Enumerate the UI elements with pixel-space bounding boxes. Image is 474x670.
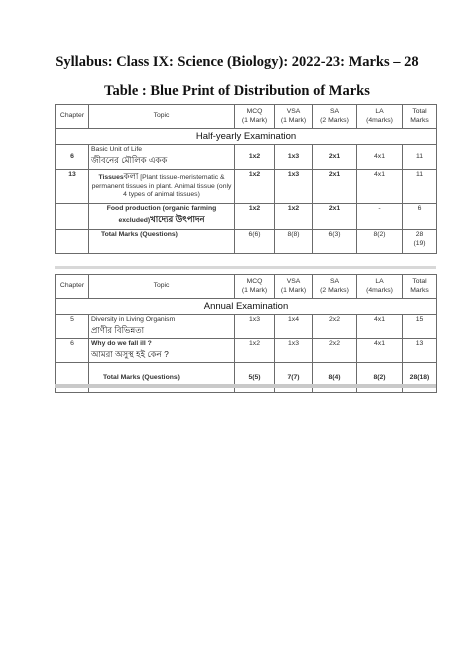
col-sa: SA (2 Marks) (313, 275, 357, 299)
chapter-cell (56, 230, 89, 254)
mcq-cell: 1x2 (235, 145, 275, 170)
col-mcq: MCQ (1 Mark) (235, 275, 275, 299)
total-cell: 13 (403, 339, 437, 363)
col-chapter: Chapter (56, 275, 89, 299)
col-la: LA (4marks) (357, 275, 403, 299)
scan-artifact (55, 266, 436, 269)
total-label: Total Marks (Questions) (89, 363, 235, 393)
chapter-cell (56, 363, 89, 393)
table-row (56, 170, 437, 204)
col-chapter: Chapter (56, 105, 89, 129)
col-total: Total Marks (403, 105, 437, 129)
chapter-cell: 6 (56, 145, 89, 170)
col-mcq: MCQ (1 Mark) (235, 105, 275, 129)
la-cell: 4x1 (357, 145, 403, 170)
total-cell: 11 (403, 170, 437, 204)
topic-cell: Diversity in Living Organism প্রাণীর বিভিন্নতা (89, 315, 235, 339)
chapter-cell: 6 (56, 339, 89, 363)
chapter-cell (56, 204, 89, 230)
vsa-cell: 1x3 (275, 145, 313, 170)
vsa-cell: 7(7) (275, 363, 313, 393)
topic-cell: Tissuesকলা [Plant tissue-meristematic & permanent tissues in plant. Animal tissue (only 4 types of animal tissues) (89, 170, 235, 204)
header-row (56, 105, 437, 129)
scan-artifact (55, 384, 436, 388)
total-cell: 6 (403, 204, 437, 230)
vsa-cell: 1x3 (275, 170, 313, 204)
sa-cell: 2x1 (313, 145, 357, 170)
vsa-cell: 1x2 (275, 204, 313, 230)
total-row (56, 230, 437, 254)
la-cell: 8(2) (357, 230, 403, 254)
mcq-cell: 1x2 (235, 339, 275, 363)
table-row (56, 315, 437, 339)
total-label: Total Marks (Questions) (89, 230, 235, 254)
topic-cell: Food production (organic farming excluded)খাদ্যের উৎপাদন (89, 204, 235, 230)
chapter-cell: 5 (56, 315, 89, 339)
la-cell: 8(2) (357, 363, 403, 393)
col-la: LA (4marks) (357, 105, 403, 129)
col-vsa: VSA (1 Mark) (275, 275, 313, 299)
col-vsa: VSA (1 Mark) (275, 105, 313, 129)
sa-cell: 2x2 (313, 339, 357, 363)
mcq-cell: 1x2 (235, 204, 275, 230)
section-heading-half-yearly: Half-yearly Examination (56, 129, 437, 145)
la-cell: 4x1 (357, 315, 403, 339)
total-cell: 28(18) (403, 363, 437, 393)
sa-cell: 2x2 (313, 315, 357, 339)
la-cell: 4x1 (357, 339, 403, 363)
chapter-cell: 13 (56, 170, 89, 204)
col-topic: Topic (89, 275, 235, 299)
header-row (56, 275, 437, 299)
sa-cell: 2x1 (313, 170, 357, 204)
table-row (56, 339, 437, 363)
sa-cell: 2x1 (313, 204, 357, 230)
col-sa: SA (2 Marks) (313, 105, 357, 129)
section-heading-annual: Annual Examination (56, 299, 437, 315)
total-row (56, 363, 437, 393)
total-cell: 15 (403, 315, 437, 339)
total-cell: 28 (19) (403, 230, 437, 254)
sa-cell: 6(3) (313, 230, 357, 254)
topic-cell: Basic Unit of Life জীবনের মৌলিক একক (89, 145, 235, 170)
col-topic: Topic (89, 105, 235, 129)
col-total: Total Marks (403, 275, 437, 299)
syllabus-title: Syllabus: Class IX: Science (Biology): 2022-23: Marks – 28 (55, 54, 419, 70)
mcq-cell: 5(5) (235, 363, 275, 393)
mcq-cell: 1x3 (235, 315, 275, 339)
vsa-cell: 1x3 (275, 339, 313, 363)
table-title: Table : Blue Print of Distribution of Marks (104, 83, 370, 99)
table-row (56, 204, 437, 230)
sa-cell: 8(4) (313, 363, 357, 393)
topic-cell: Why do we fall ill ? আমরা অসুস্থ হই কেন ? (89, 339, 235, 363)
mcq-cell: 6(6) (235, 230, 275, 254)
total-cell: 11 (403, 145, 437, 170)
vsa-cell: 1x4 (275, 315, 313, 339)
table-row (56, 145, 437, 170)
mcq-cell: 1x2 (235, 170, 275, 204)
half-yearly-table (55, 104, 437, 254)
la-cell: - (357, 204, 403, 230)
vsa-cell: 8(8) (275, 230, 313, 254)
annual-table (55, 274, 437, 393)
la-cell: 4x1 (357, 170, 403, 204)
